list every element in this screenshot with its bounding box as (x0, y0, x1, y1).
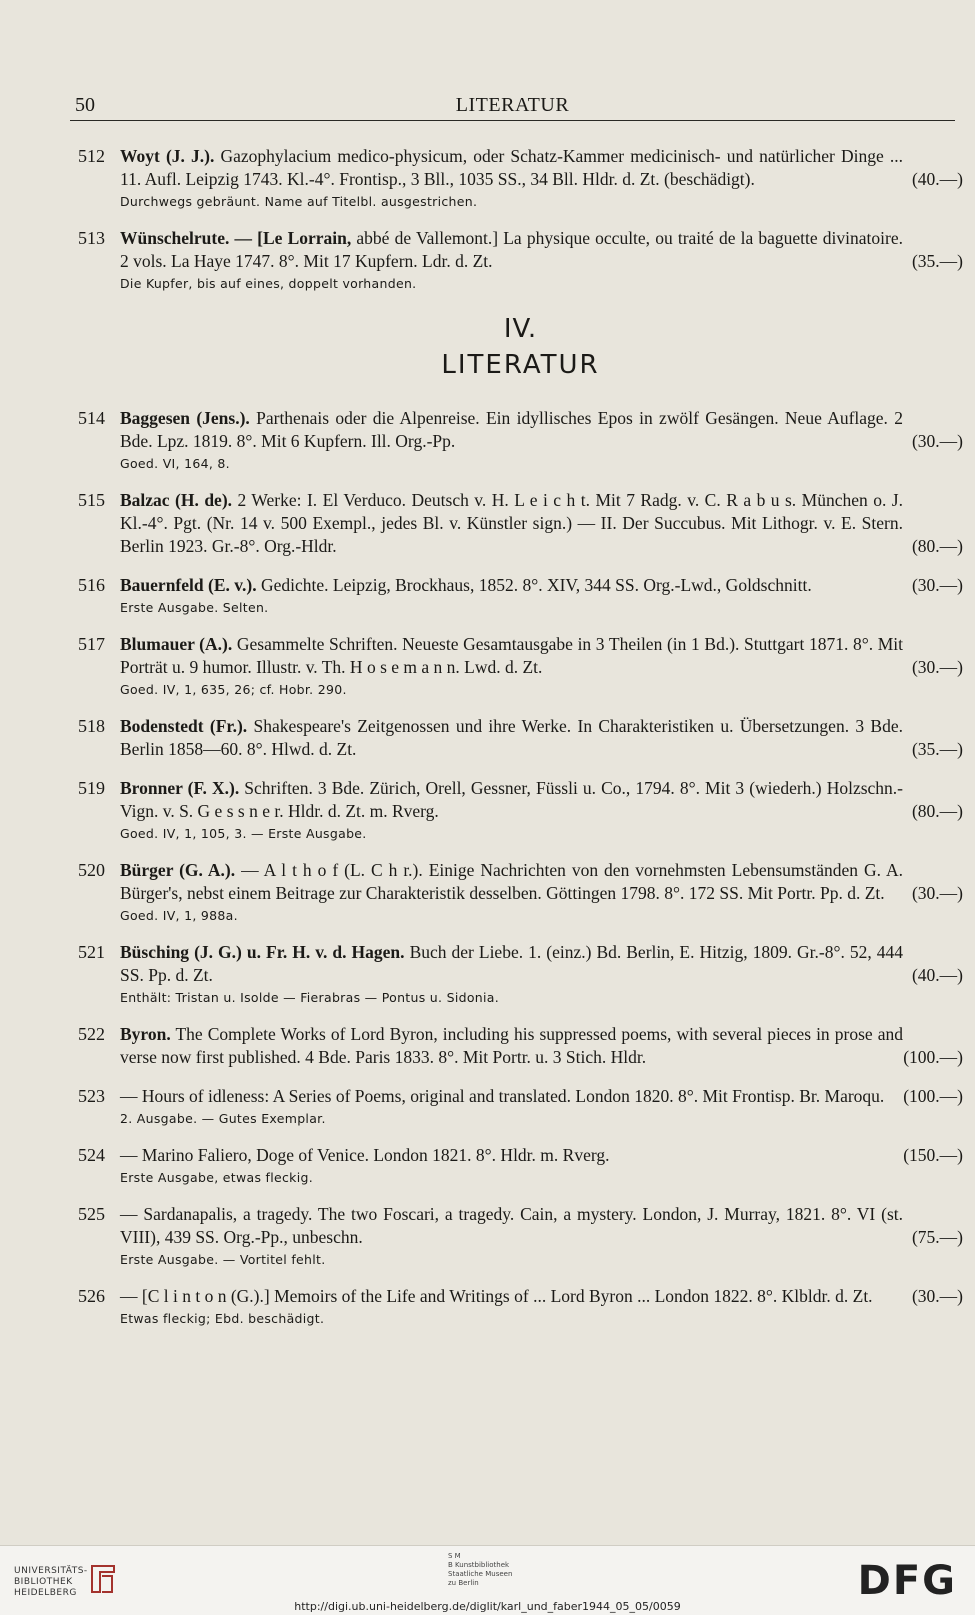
entry-price: (100.—) (903, 1047, 963, 1067)
entry-description: Shakespeare's Zeitgenossen und ihre Werke. In Charakteristiken u. Übersetzungen. 3 Bde. Berlin 1858—60. 8°. Hlwd. d. Zt. (120, 716, 903, 759)
entry-author: Byron. (120, 1024, 171, 1044)
entry-price: (35.—) (911, 739, 963, 759)
entry-price: (80.—) (911, 536, 963, 556)
catalog-entry (78, 633, 963, 699)
digitization-footer (0, 1545, 975, 1615)
entry-author: Bronner (F. X.). (120, 778, 240, 798)
catalog-entry (78, 407, 963, 473)
section-heading (78, 311, 963, 383)
entry-description: Buch der Liebe. 1. (einz.) Bd. Berlin, E. Hitzig, 1809. Gr.-8°. 52, 444 SS. Pp. d. Zt. (120, 942, 903, 985)
catalog-entry (78, 941, 963, 1007)
catalog-entry (78, 1203, 963, 1269)
catalog-entry (78, 1285, 963, 1328)
entry-author: Woyt (J. J.). (120, 146, 215, 166)
entry-price: (30.—) (911, 1286, 963, 1306)
provenance-stamp: S M B Kunstbibliothek Staatliche Museen zu Berlin (448, 1552, 513, 1587)
entry-note: Die Kupfer, bis auf eines, doppelt vorhanden. (120, 276, 417, 291)
entry-price: (80.—) (911, 801, 963, 821)
entry-description: The Complete Works of Lord Byron, including his suppressed poems, with several pieces in prose and verse now first published. 4 Bde. Paris 1833. 8°. Mit Portr. u. 3 Stich. Hldr. (120, 1024, 903, 1067)
entry-note: Enthält: Tristan u. Isolde — Fierabras — Pontus u. Sidonia. (120, 990, 499, 1005)
catalog-entry (78, 1085, 963, 1128)
entry-price: (100.—) (903, 1086, 963, 1106)
catalog-entry (78, 859, 963, 925)
entry-author: Bodenstedt (Fr.). (120, 716, 248, 736)
entry-description: — A l t h o f (L. C h r.). Einige Nachrichten von den vornehmsten Lebensumständen G. A. Bürger's, nebst einem Beitrage zur Charakteristik desselben. Göttingen 1798. 8°. 172 SS. Mit Portr. Pp. d. Zt. (120, 860, 903, 903)
entry-note: Goed. IV, 1, 635, 26; cf. Hobr. 290. (120, 682, 347, 697)
catalog-entry (78, 777, 963, 843)
entry-number: 519 (78, 778, 105, 798)
entry-author: Büsching (J. G.) u. Fr. H. v. d. Hagen. (120, 942, 405, 962)
catalog-entry (78, 1023, 963, 1069)
catalog-entry (78, 145, 963, 211)
entry-price: (40.—) (911, 965, 963, 985)
entry-number: 526 (78, 1286, 105, 1306)
page-number: 50 (75, 94, 95, 116)
entry-description: Parthenais oder die Alpenreise. Ein idyllisches Epos in zwölf Gesängen. Neue Auflage. 2 Bde. Lpz. 1819. 8°. Mit 6 Kupfern. Ill. Org.-Pp. (120, 408, 904, 451)
entry-author: Bürger (G. A.). (120, 860, 236, 880)
entry-price: (30.—) (911, 575, 963, 595)
entry-number: 513 (78, 228, 105, 248)
entry-number: 514 (78, 408, 105, 428)
catalog-entry (78, 1144, 963, 1187)
entry-price: (30.—) (911, 883, 963, 903)
entry-description: 2 Werke: I. El Verduco. Deutsch v. H. L e i c h t. Mit 7 Radg. v. C. R a b u s. München o. J. Kl.-4°. Pgt. (Nr. 14 v. 500 Exempl., jedes Bl. v. Künstler sign.) — II. Der Succubus. Mit Lithogr. v. E. Stern. Berlin 1923. Gr.-8°. Org.-Hldr. (120, 490, 903, 556)
entry-author: Wünschelrute. — [Le Lorrain, (120, 228, 352, 248)
entry-note: Goed. IV, 1, 988a. (120, 908, 238, 923)
entry-price: (30.—) (911, 657, 963, 677)
entry-description: Gedichte. Leipzig, Brockhaus, 1852. 8°. XIV, 344 SS. Org.-Lwd., Goldschnitt. (256, 575, 812, 595)
entry-list (78, 407, 963, 1328)
permalink[interactable]: http://digi.ub.uni-heidelberg.de/diglit/karl_und_faber1944_05_05/0059 (294, 1600, 681, 1613)
entry-author: Blumauer (A.). (120, 634, 233, 654)
entry-note: Erste Ausgabe. Selten. (120, 600, 269, 615)
entry-number: 523 (78, 1086, 105, 1106)
entry-author: Baggesen (Jens.). (120, 408, 250, 428)
entry-price: (40.—) (911, 169, 963, 189)
section-title: LITERATUR (441, 350, 600, 380)
entry-number: 516 (78, 575, 105, 595)
entry-number: 518 (78, 716, 105, 736)
entry-number: 521 (78, 942, 105, 962)
entry-number: 520 (78, 860, 105, 880)
section-number: IV. (503, 314, 538, 344)
entry-number: 517 (78, 634, 105, 654)
entry-description: — Marino Faliero, Doge of Venice. London 1821. 8°. Hldr. m. Rverg. (120, 1145, 610, 1165)
entry-number: 522 (78, 1024, 105, 1044)
running-title: LITERATUR (455, 94, 570, 116)
entry-number: 512 (78, 146, 105, 166)
entry-number: 525 (78, 1204, 105, 1224)
dfg-logo[interactable]: DFG (857, 1558, 957, 1604)
entry-description: Gesammelte Schriften. Neueste Gesamtausgabe in 3 Theilen (in 1 Bd.). Stuttgart 1871. 8°. Mit Porträt u. 9 humor. Illustr. v. Th. H o s e m a n n. Lwd. d. Zt. (120, 634, 903, 677)
catalog-entry (78, 715, 963, 761)
entry-note: Etwas fleckig; Ebd. beschädigt. (120, 1311, 325, 1326)
entry-description: — [C l i n t o n (G.).] Memoirs of the Life and Writings of ... Lord Byron ... London 1822. 8°. Klbldr. d. Zt. (120, 1286, 873, 1306)
catalog-entry (78, 574, 963, 617)
entry-note: 2. Ausgabe. — Gutes Exemplar. (120, 1111, 326, 1126)
entry-description: — Hours of idleness: A Series of Poems, original and translated. London 1820. 8°. Mit Frontisp. Br. Maroqu. (120, 1086, 885, 1106)
catalog-entry (78, 489, 963, 558)
library-logo[interactable]: UNIVERSITÄTS- BIBLIOTHEK HEIDELBERG (14, 1566, 88, 1598)
entry-author: Bauernfeld (E. v.). (120, 575, 257, 595)
running-head (70, 92, 955, 121)
entry-description: abbé de Vallemont.] La physique occulte, ou traité de la baguette divinatoire. 2 vols. La Haye 1747. 8°. Mit 17 Kupfern. Ldr. d. Zt. (120, 228, 903, 271)
library-mark-icon (88, 1562, 118, 1596)
entry-description: Schriften. 3 Bde. Zürich, Orell, Gessner, Füssli u. Co., 1794. 8°. Mit 3 (wiederh.) Holzschn.-Vign. v. S. G e s s n e r. Hldr. d. Zt. m. Rverg. (120, 778, 903, 821)
entry-price: (75.—) (911, 1227, 963, 1247)
entry-note: Erste Ausgabe. — Vortitel fehlt. (120, 1252, 326, 1267)
entry-number: 515 (78, 490, 105, 510)
entry-author: Balzac (H. de). (120, 490, 233, 510)
entry-description: — Sardanapalis, a tragedy. The two Foscari, a tragedy. Cain, a mystery. London, J. Murray, 1821. 8°. VI (st. VIII), 439 SS. Org.-Pp., unbeschn. (120, 1204, 903, 1247)
catalog-entry (78, 227, 963, 293)
entry-note: Goed. IV, 1, 105, 3. — Erste Ausgabe. (120, 826, 367, 841)
entry-price: (35.—) (911, 251, 963, 271)
entry-number: 524 (78, 1145, 105, 1165)
entry-note: Goed. VI, 164, 8. (120, 456, 230, 471)
entry-note: Erste Ausgabe, etwas fleckig. (120, 1170, 313, 1185)
entry-price: (150.—) (903, 1145, 963, 1165)
entry-price: (30.—) (911, 431, 963, 451)
catalog-content (78, 145, 963, 1344)
entry-description: Gazophylacium medico-physicum, oder Schatz-Kammer medicinisch- und natürlicher Dinge ... 11. Aufl. Leipzig 1743. Kl.-4°. Frontisp., 3 Bll., 1035 SS., 34 Bll. Hldr. d. Zt. (beschädigt). (120, 146, 903, 189)
entry-note: Durchwegs gebräunt. Name auf Titelbl. ausgestrichen. (120, 194, 478, 209)
